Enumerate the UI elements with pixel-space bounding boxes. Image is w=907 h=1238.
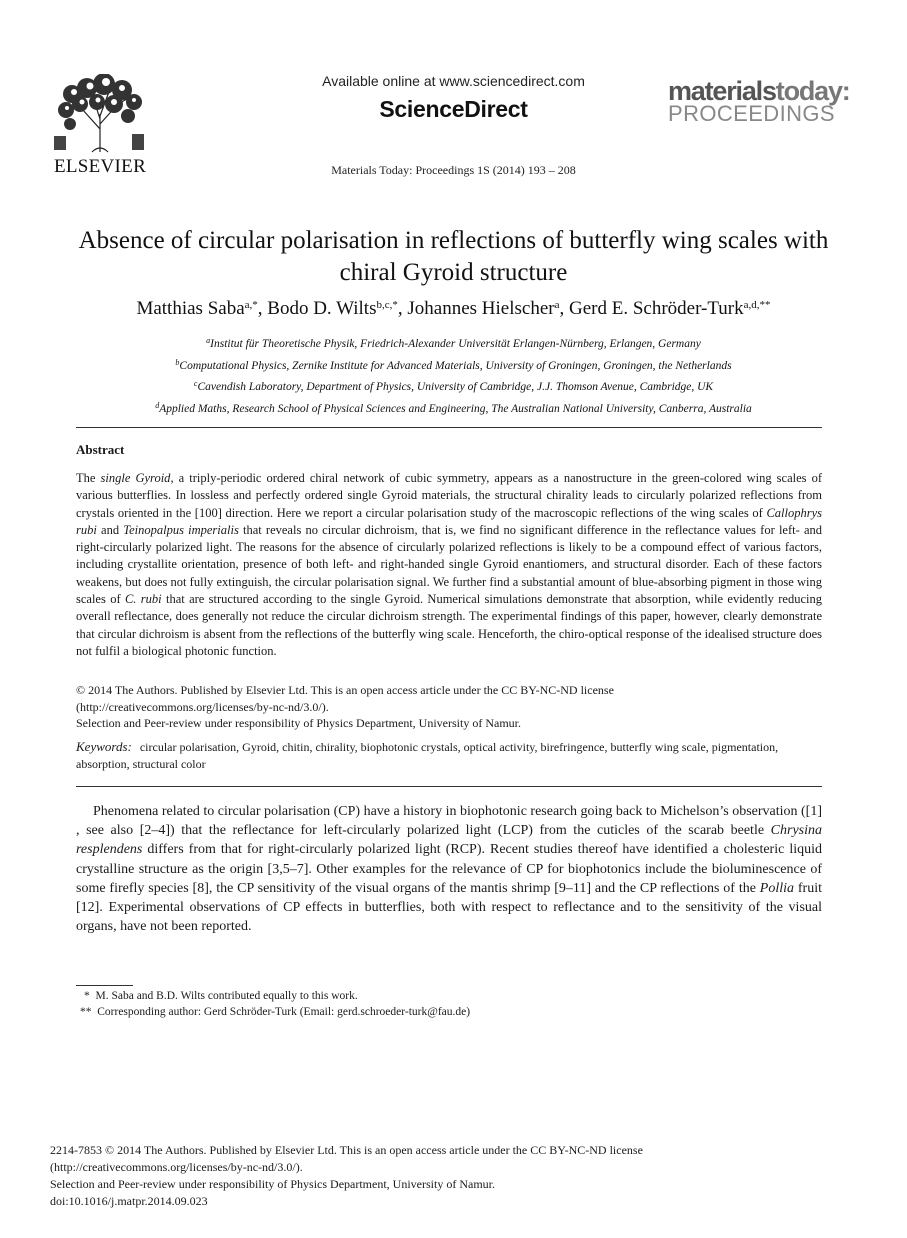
divider-top: [76, 427, 822, 428]
keywords: [76, 739, 822, 772]
footer-license-link[interactable]: (http://creativecommons.org/licenses/by-nc-nd/3.0/).: [50, 1160, 303, 1174]
author-affil-mark: a: [554, 299, 560, 311]
elsevier-wordmark: ELSEVIER: [53, 156, 147, 177]
footnotes: [76, 988, 822, 1020]
author-name: Johannes Hielscher: [407, 298, 555, 319]
keywords-text: circular polarisation, Gyroid, chitin, chirality, biophotonic crystals, optical activity, birefringence, butterfly wing scale, pigmentation, absorption, structural color: [76, 740, 779, 771]
footnote-rule: [76, 985, 133, 986]
affiliation-text: Institut für Theoretische Physik, Friedrich-Alexander Universität Erlangen-Nürnberg, Erlangen, Germany: [210, 338, 701, 350]
footnote-mark: *: [84, 990, 90, 1002]
keywords-label: Keywords:: [76, 739, 132, 754]
author-name: Gerd E. Schröder-Turk: [569, 298, 744, 319]
affiliation-text: Applied Maths, Research School of Physical Sciences and Engineering, The Australian National University, Canberra, Australia: [159, 402, 752, 415]
footnote: [76, 1004, 822, 1020]
affiliation: [0, 332, 907, 354]
author-list: [0, 298, 907, 320]
intro-paragraph: Phenomena related to circular polarisation (CP) have a history in biophotonic research going back to Michelson’s observation ([1] , see also [2–4]) that the reflectance for left-circularly polarized light (LCP) from the cuticles of the scarab beetle Chrysina resplendens differs from that for right-circularly polarized light (RCP). Recent studies thereof have identified a cholesteric liquid crystalline structure as the origin [3,5–7]. Other examples for the relevance of CP for biophotonics include the bioluminescence of some firefly species [8], the CP sensitivity of the visual organs of the mantis shrimp [9–11] and the CP reflections of the Pollia fruit [12]. Experimental observations of CP effects in butterflies, both with respect to reflectance and to the sensitivity of the visual organs, have not been reported.: [76, 804, 822, 935]
materials-today-logo: [668, 78, 858, 125]
peer-review-note: Selection and Peer-review under responsibility of Physics Department, University of Namur.: [76, 716, 521, 730]
available-online: Available online at www.sciencedirect.com: [322, 73, 585, 89]
author-affil-mark: a,*: [244, 299, 258, 311]
author-sep: ,: [257, 298, 268, 319]
license-block: [76, 682, 822, 732]
license-link[interactable]: (http://creativecommons.org/licenses/by-nc-nd/3.0/).: [76, 699, 329, 714]
affiliation-list: [0, 332, 907, 418]
author-name: Matthias Saba: [136, 298, 245, 319]
logo-materials: materials: [668, 76, 776, 106]
author-affil-mark: b,c,*: [376, 299, 398, 311]
abstract-heading: Abstract: [76, 442, 125, 457]
logo-proceedings: PROCEEDINGS: [668, 101, 835, 126]
footer-peer-review: Selection and Peer-review under responsibility of Physics Department, University of Namur.: [50, 1177, 495, 1191]
affiliation-label: c: [193, 379, 198, 388]
paper-title: Absence of circular polarisation in reflections of butterfly wing scales with chiral Gyroid structure: [78, 227, 829, 286]
affiliation-label: b: [175, 357, 180, 367]
footnote-mark: **: [80, 1006, 92, 1018]
logo-today: today:: [775, 76, 850, 106]
affiliation: [0, 375, 907, 397]
footnote-text: M. Saba and B.D. Wilts contributed equally to this work.: [95, 990, 358, 1002]
journal-reference: Materials Today: Proceedings 1S (2014) 193 – 208: [331, 163, 576, 177]
author-affil-mark: a,d,**: [743, 299, 771, 311]
affiliation-text: Cavendish Laboratory, Department of Physics, University of Cambridge, J.J. Thomson Avenue, Cambridge, UK: [197, 381, 714, 393]
affiliation: [0, 354, 907, 376]
footer-issn-line: 2214-7853 © 2014 The Authors. Published by Elsevier Ltd. This is an open access article under the CC BY-NC-ND license: [50, 1143, 643, 1157]
author-sep: ,: [559, 298, 569, 319]
affiliation-text: Computational Physics, Zernike Institute for Advanced Materials, University of Groningen, Groningen, the Netherlands: [179, 359, 732, 372]
affiliation-label: d: [155, 400, 160, 410]
footnote: [76, 988, 822, 1004]
author-name: Bodo D. Wilts: [267, 298, 377, 319]
author-sep: ,: [397, 298, 408, 319]
divider-bottom: [76, 786, 822, 787]
affiliation-label: a: [206, 336, 211, 345]
page-footer: [50, 1142, 830, 1210]
license-line: © 2014 The Authors. Published by Elsevier Ltd. This is an open access article under the CC BY-NC-ND license: [76, 683, 614, 697]
abstract-text: The single Gyroid, a triply-periodic ordered chiral network of cubic symmetry, appears as a nanostructure in the green-colored wing scales of various butterflies. In lossless and perfectly ordered single Gyroid materials, the structural chirality leads to circularly polarized reflections from crystals oriented in the [100] direction. Here we report a circular polarisation study of the macroscopic reflections of the wing scales of Callophrys rubi and Teinopalpus imperialis that reveals no circular dichroism, that is, we find no significant difference in the reflectance values for left- and right-circularly polarized light. The reasons for the absence of circularly polarized reflections is likely to be a compound effect of various factors, including crystallite orientation, presence of both left- and right-handed single Gyroid enantiomers, and structural disorder. Each of these factors weakens, but does not fully extinguish, the circular polarisation signal. We further find a substantial amount of blue-absorbing pigment in those wing scales of C. rubi that are structured according to the single Gyroid. Numerical simulations demonstrate that absorption, while evidently reducing overall reflectance, does generally not reduce the circular dichroism strength. The experimental findings of this paper, however, clearly demonstrate that circular dichroism is absent from the reflections of the butterfly wing scale. Henceforth, the chiro-optical response of the idealised structure does not fulfil a biological photonic function.: [76, 471, 823, 658]
footer-doi[interactable]: doi:10.1016/j.matpr.2014.09.023: [50, 1194, 208, 1208]
footnote-text: Corresponding author: Gerd Schröder-Turk (Email: gerd.schroeder-turk@fau.de): [97, 1006, 471, 1018]
affiliation: [0, 397, 907, 419]
sciencedirect-logo[interactable]: ScienceDirect: [379, 96, 528, 122]
